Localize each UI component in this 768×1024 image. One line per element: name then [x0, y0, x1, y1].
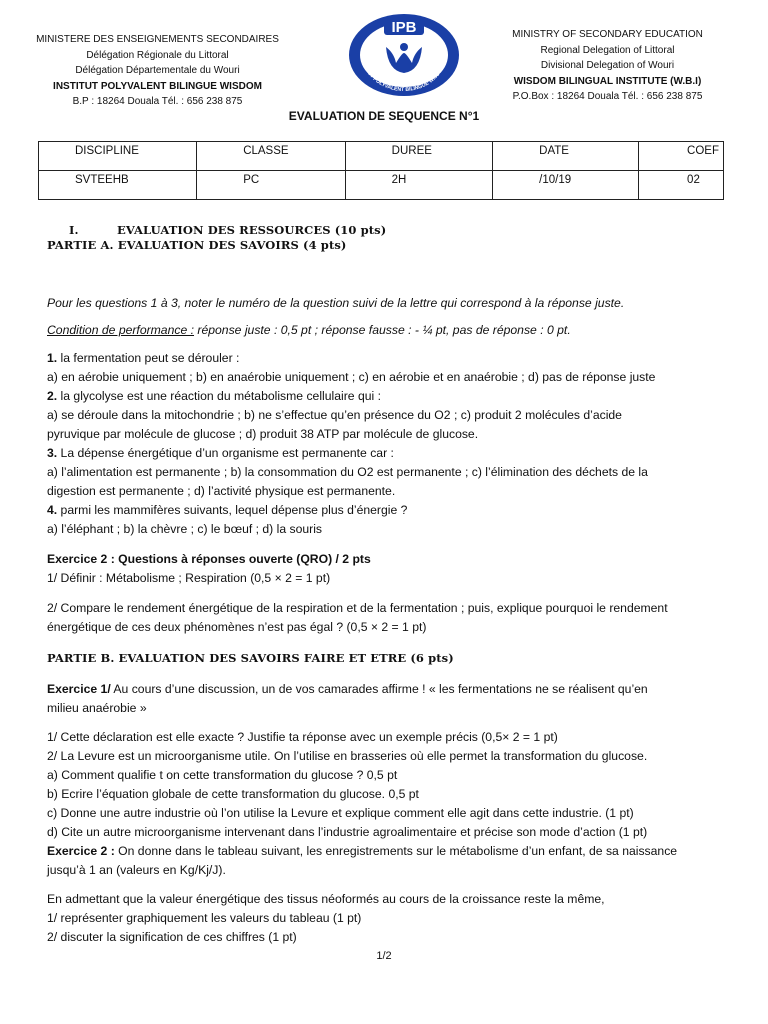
- header-right-block: [480, 27, 735, 105]
- list-item: a) en aérobie uniquement ; b) en anaérobie uniquement ; c) en aérobie et en anaérobie ; d) pas de réponse juste: [47, 370, 656, 384]
- exam-info-table: [38, 141, 724, 200]
- ministry-en: MINISTRY OF SECONDARY EDUCATION: [512, 29, 703, 40]
- contact-en: P.O.Box : 18264 Douala Tél. : 656 238 875: [512, 91, 703, 102]
- table-cell: 02: [639, 171, 724, 200]
- part-b-exercise-2-label: Exercice 2 :: [47, 844, 115, 858]
- list-item: 2/ discuter la signification de ces chiffres (1 pt): [47, 930, 297, 944]
- condition-label: Condition de performance :: [47, 323, 195, 337]
- ministry-fr: MINISTERE DES ENSEIGNEMENTS SECONDAIRES: [36, 34, 279, 45]
- section-1-heading: [47, 223, 386, 237]
- list-item: pyruvique par molécule de glucose ; d) produit 38 ATP par molécule de glucose.: [47, 427, 479, 441]
- exercise-2-title: Exercice 2 : Questions à réponses ouverte (QRO) / 2 pts: [47, 552, 371, 566]
- table-row: [39, 171, 724, 200]
- part-b-exercise-2-questions: En admettant que la valeur énergétique des tissus néoformés au cours de la croissance reste la même, 1/ représenter graphiquement les valeurs du tableau (1 pt) 2/ discuter la signification de ces chiffres (1 pt): [47, 890, 727, 947]
- divisional-delegation-en: Divisional Delegation of Wouri: [540, 60, 675, 71]
- list-item: a) l’alimentation est permanente ; b) la consommation du O2 est permanente ; c) l’élimination des déchets de la: [47, 465, 648, 479]
- logo-ring-text: INSTITUT POLYVALENT BILINGUE WISDOM: [360, 56, 446, 94]
- exercise-2-block: [47, 550, 727, 588]
- part-b-exercise-1-questions: 1/ Cette déclaration est elle exacte ? Justifie ta réponse avec un exemple précis (0,5× 2 = 1 pt) 2/ La Levure est un microorganisme utile. On l’utilise en brasseries où elle permet la transformation du glucose. a) Comment qualifie t on cette transformation du glucose ? 0,5 pt b) Ecrire l’équation globale de cette transformation du glucose. 0,5 pt c) Donne une autre industrie où l’on utilise la Levure et explique comment elle agit dans cette industrie. (1 pt) d) Cite un autre microorganisme intervenant dans l’industrie agroalimentaire et précise son mode d’action (1 pt) Exercice 2 : On donne dans le tableau suivant, les enregistrements sur le métabolisme d’un enfant, de sa naissance jusqu’à 1 an (valeurs en Kg/Kj/J).: [47, 728, 727, 880]
- school-name-en: WISDOM BILINGUAL INSTITUTE (W.B.I): [513, 75, 702, 87]
- table-header-row: [39, 142, 724, 171]
- school-name-fr: INSTITUT POLYVALENT BILINGUE WISDOM: [53, 80, 262, 92]
- header-left-block: [20, 32, 295, 110]
- list-item: b) Ecrire l’équation globale de cette transformation du glucose. 0,5 pt: [47, 787, 419, 801]
- list-item: d) Cite un autre microorganisme intervenant dans l’industrie agroalimentaire et précise son mode d’action (1 pt): [47, 825, 648, 839]
- school-logo-icon: [348, 13, 460, 97]
- list-item: 1/ Cette déclaration est elle exacte ? Justifie ta réponse avec un exemple précis (0,5× 2 = 1 pt): [47, 730, 558, 744]
- section-1-title: EVALUATION DES RESSOURCES (10 pts): [117, 223, 387, 237]
- exercise-2-q1: 1/ Définir : Métabolisme ; Respiration (0,5 × 2 = 1 pt): [47, 571, 331, 585]
- part-b-exercise-1-label: Exercice 1/: [47, 682, 111, 696]
- list-item: 2. la glycolyse est une réaction du métabolisme cellulaire qui :: [47, 389, 381, 403]
- table-cell: SVTEEHB: [39, 171, 197, 200]
- section-1-number: I.: [69, 223, 79, 237]
- table-cell: 2H: [345, 171, 492, 200]
- divisional-delegation-fr: Délégation Départementale du Wouri: [75, 65, 240, 76]
- table-cell: /10/19: [493, 171, 639, 200]
- part-b-exercise-1-intro: Exercice 1/ Au cours d’une discussion, un de vos camarades affirme ! « les fermentations ne se réalisent qu’en milieu anaérobie »: [47, 682, 648, 715]
- list-item: a) se déroule dans la mitochondrie ; b) ne s’effectue qu’en présence du O2 ; c) produit 2 molécules d’acide: [47, 408, 622, 422]
- exercise-2-q2: 2/ Compare le rendement énergétique de la respiration et de la fermentation ; puis, explique pourquoi le rendement énergétique de ces deux phénomènes n’est pas égal ? (0,5 × 2 = 1 pt): [47, 601, 668, 634]
- logo-acronym: IPB: [391, 19, 417, 36]
- table-header-cell: COEF: [639, 142, 724, 171]
- list-item: a) l’éléphant ; b) la chèvre ; c) le bœuf ; d) la souris: [47, 522, 323, 536]
- qcm-block: [47, 349, 727, 539]
- table-header-cell: DATE: [493, 142, 639, 171]
- instructions: Pour les questions 1 à 3, noter le numéro de la question suivi de la lettre qui correspond à la réponse juste.: [47, 296, 625, 310]
- list-item: digestion est permanente ; d) l’activité physique est permanente.: [47, 484, 396, 498]
- table-cell: PC: [197, 171, 345, 200]
- regional-delegation-en: Regional Delegation of Littoral: [540, 44, 675, 56]
- list-item: 1/ représenter graphiquement les valeurs du tableau (1 pt): [47, 911, 362, 925]
- list-item: a) Comment qualifie t on cette transformation du glucose ? 0,5 pt: [47, 768, 398, 782]
- list-item: c) Donne une autre industrie où l’on utilise la Levure et explique comment elle agit dans cette industrie. (1 pt): [47, 806, 634, 820]
- page-number: 1/2: [376, 950, 392, 962]
- list-item: 1. la fermentation peut se dérouler :: [47, 351, 240, 365]
- contact-fr: B.P : 18264 Douala Tél. : 656 238 875: [72, 96, 243, 107]
- table-header-cell: DISCIPLINE: [39, 142, 197, 171]
- list-item: 2/ La Levure est un microorganisme utile. On l’utilise en brasseries où elle permet la transformation du glucose.: [47, 749, 648, 763]
- performance-condition: [47, 321, 727, 340]
- list-item: 3. La dépense énergétique d’un organisme est permanente car :: [47, 446, 394, 460]
- part-b-heading: PARTIE B. EVALUATION DES SAVOIRS FAIRE ET ETRE (6 pts): [47, 651, 454, 665]
- exam-title: EVALUATION DE SEQUENCE N°1: [288, 109, 480, 123]
- regional-delegation-fr: Délégation Régionale du Littoral: [86, 49, 229, 61]
- list-item: 4. parmi les mammifères suivants, lequel dépense plus d’énergie ?: [47, 503, 408, 517]
- part-b-exercise-2-intro: Exercice 2 : On donne dans le tableau suivant, les enregistrements sur le métabolisme d’un enfant, de sa naissance: [47, 844, 678, 858]
- school-logo: [348, 13, 460, 97]
- part-a-heading: PARTIE A. EVALUATION DES SAVOIRS (4 pts): [47, 238, 347, 252]
- table-header-cell: CLASSE: [197, 142, 345, 171]
- condition-text: réponse juste : 0,5 pt ; réponse fausse : - ¼ pt, pas de réponse : 0 pt.: [194, 323, 571, 337]
- table-header-cell: DUREE: [345, 142, 492, 171]
